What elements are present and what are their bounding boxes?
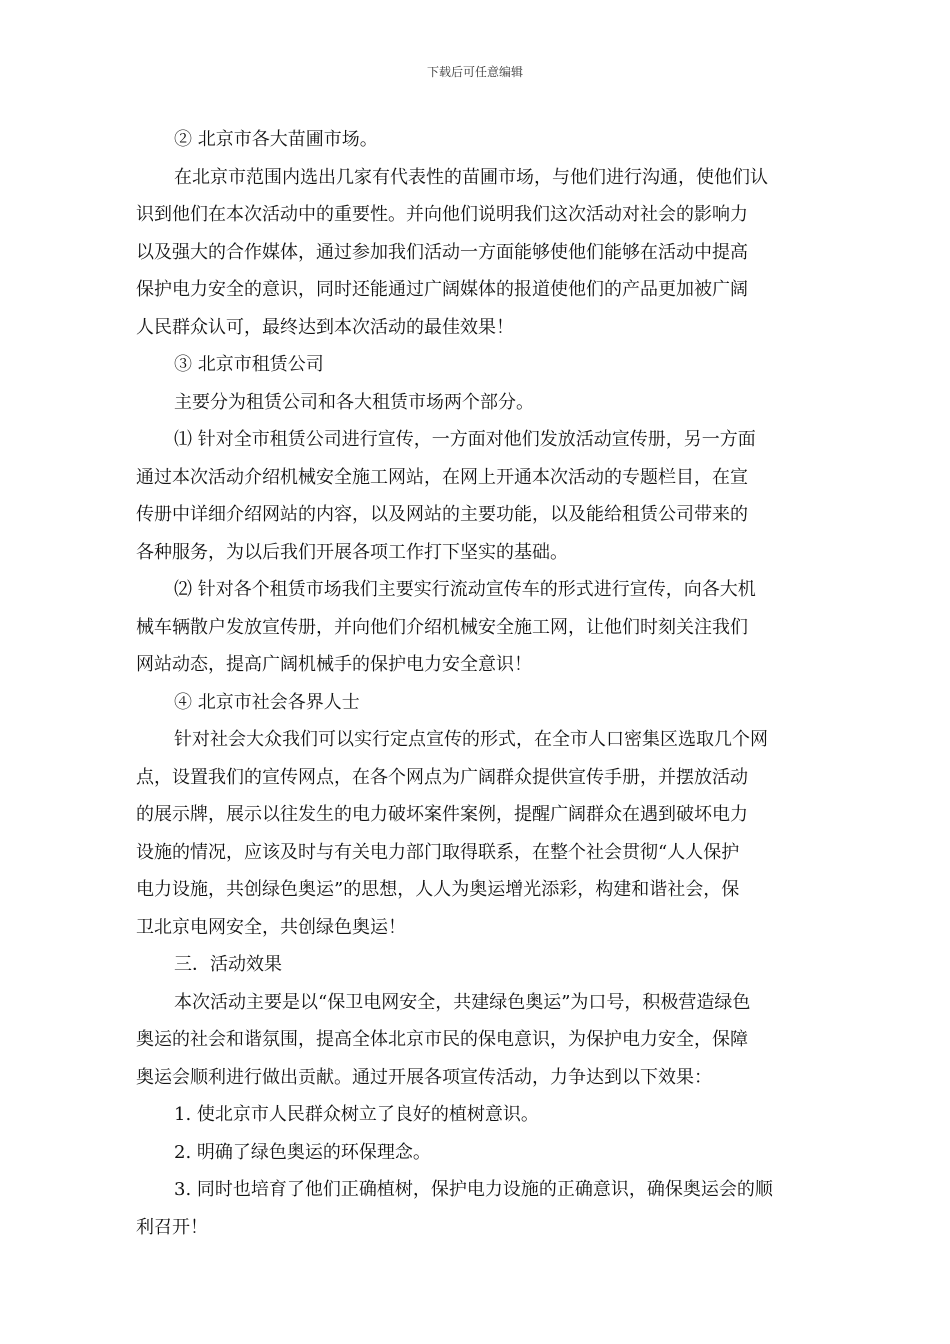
text-line: 本次活动主要是以“保卫电网安全，共建绿色奥运”为口号，积极营造绿色 bbox=[174, 991, 751, 1013]
text-line: 奥运的社会和谐氛围，提高全体北京市民的保电意识，为保护电力安全，保障 bbox=[136, 1029, 748, 1050]
text-line: 传册中详细介绍网站的内容，以及网站的主要功能，以及能给租赁公司带来的 bbox=[136, 504, 748, 525]
paragraph-nursery-markets bbox=[136, 159, 806, 347]
text-line: ③ 北京市租赁公司 bbox=[174, 354, 324, 375]
text-line: 识到他们在本次活动中的重要性。并向他们说明我们这次活动对社会的影响力 bbox=[136, 204, 748, 225]
paragraph-public bbox=[136, 721, 806, 946]
page-header-note: 下载后可任意编辑 bbox=[426, 65, 523, 79]
text-line: 各种服务，为以后我们开展各项工作打下坚实的基础。 bbox=[136, 541, 568, 563]
text-line: 利召开！ bbox=[136, 1216, 208, 1238]
heading-nursery-markets bbox=[174, 121, 806, 159]
text-line: 网站动态，提高广阔机械手的保护电力安全意识！ bbox=[136, 654, 532, 675]
paragraph-leasing-item-2 bbox=[136, 571, 806, 684]
text-line: ⑴ 针对全市租赁公司进行宣传，一方面对他们发放活动宣传册，另一方面 bbox=[174, 429, 756, 450]
heading-activity-effects bbox=[174, 946, 806, 984]
text-line: 针对社会大众我们可以实行定点宣传的形式，在全市人口密集区选取几个网 bbox=[174, 729, 768, 750]
text-line: 奥运会顺利进行做出贡献。通过开展各项宣传活动，力争达到以下效果： bbox=[136, 1066, 712, 1088]
text-line: 1. 使北京市人民群众树立了良好的植树意识。 bbox=[174, 1104, 539, 1125]
text-line: 保护电力安全的意识，同时还能通过广阔媒体的报道使他们的产品更加被广阔 bbox=[136, 279, 748, 300]
paragraph-activity-effects bbox=[136, 984, 806, 1097]
effect-item-2 bbox=[174, 1134, 806, 1172]
paragraph-leasing-intro bbox=[174, 384, 806, 422]
document-body bbox=[136, 121, 806, 1246]
text-line: 电力设施，共创绿色奥运”的思想，人人为奥运增光添彩，构建和谐社会，保 bbox=[136, 879, 740, 900]
text-line: ④ 北京市社会各界人士 bbox=[174, 691, 360, 713]
heading-public bbox=[174, 684, 806, 722]
text-line: 主要分为租赁公司和各大租赁市场两个部分。 bbox=[174, 391, 534, 413]
paragraph-leasing-item-1 bbox=[136, 421, 806, 571]
text-line: 三．活动效果 bbox=[174, 954, 282, 975]
text-line: 以及强大的合作媒体，通过参加我们活动一方面能够使他们能够在活动中提高 bbox=[136, 241, 748, 263]
text-line: 设施的情况，应该及时与有关电力部门取得联系，在整个社会贯彻“人人保护 bbox=[136, 841, 740, 863]
text-line: 的展示牌，展示以往发生的电力破坏案件案例，提醒广阔群众在遇到破坏电力 bbox=[136, 804, 748, 825]
text-line: 械车辆散户发放宣传册，并向他们介绍机械安全施工网，让他们时刻关注我们 bbox=[136, 616, 748, 638]
text-line: ⑵ 针对各个租赁市场我们主要实行流动宣传车的形式进行宣传，向各大机 bbox=[174, 579, 756, 600]
text-line: 3. 同时也培育了他们正确植树，保护电力设施的正确意识，确保奥运会的顺 bbox=[174, 1179, 773, 1200]
text-line: ② 北京市各大苗圃市场。 bbox=[174, 129, 378, 150]
text-line: 在北京市范围内选出几家有代表性的苗圃市场，与他们进行沟通，使他们认 bbox=[174, 166, 768, 188]
heading-leasing-companies bbox=[174, 346, 806, 384]
effect-item-3 bbox=[136, 1171, 806, 1246]
effect-item-1 bbox=[174, 1096, 806, 1134]
text-line: 人民群众认可，最终达到本次活动的最佳效果！ bbox=[136, 316, 514, 338]
text-line: 点，设置我们的宣传网点，在各个网点为广阔群众提供宣传手册，并摆放活动 bbox=[136, 766, 748, 788]
text-line: 卫北京电网安全，共创绿色奥运！ bbox=[136, 916, 406, 938]
text-line: 2. 明确了绿色奥运的环保理念。 bbox=[174, 1141, 431, 1163]
text-line: 通过本次活动介绍机械安全施工网站，在网上开通本次活动的专题栏目，在宣 bbox=[136, 466, 748, 488]
